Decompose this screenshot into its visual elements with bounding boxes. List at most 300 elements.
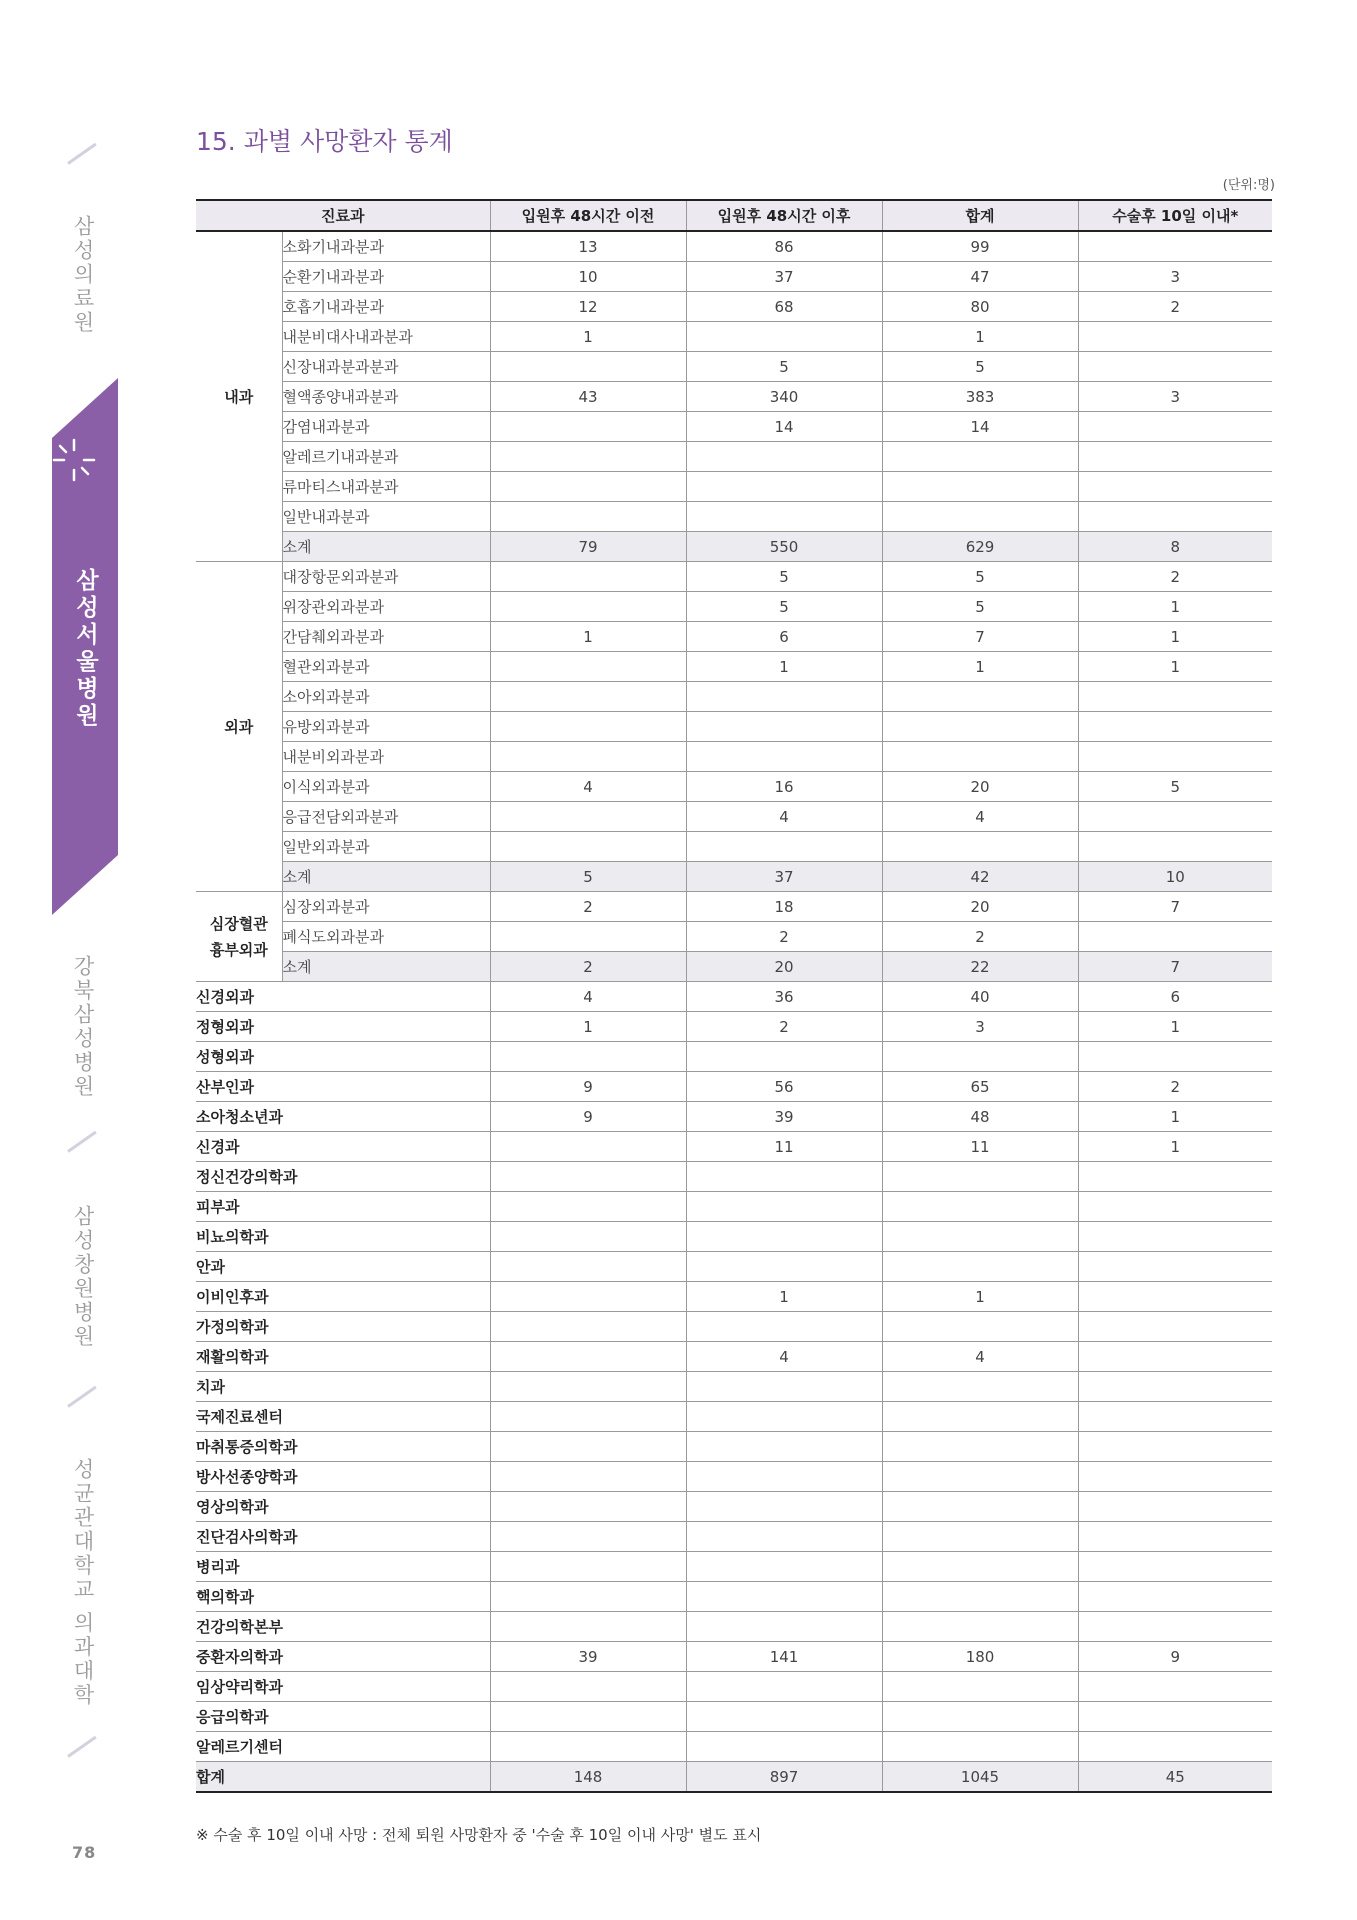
table-cell: 36 [686,982,882,1012]
table-cell [490,562,686,592]
table-cell [882,1252,1078,1282]
table-cell [882,1702,1078,1732]
subdivision-name: 심장외과분과 [282,892,490,922]
table-cell [686,1702,882,1732]
table-cell [686,1552,882,1582]
table-cell [882,502,1078,532]
table-row [196,892,1272,922]
table-cell: 4 [882,802,1078,832]
table-cell [490,502,686,532]
table-row [196,382,1272,412]
table-cell: 5 [882,592,1078,622]
table-cell: 11 [686,1132,882,1162]
table-cell [490,412,686,442]
table-row [196,1282,1272,1312]
subdivision-name: 폐식도외과분과 [282,922,490,952]
table-cell: 2 [686,1012,882,1042]
table-cell: 1 [882,1282,1078,1312]
table-cell [686,1042,882,1072]
sidebar-divider [67,1736,97,1758]
department-name: 비뇨의학과 [196,1222,490,1252]
subdivision-name: 혈관외과분과 [282,652,490,682]
subtotal-row [196,952,1272,982]
table-cell [1078,682,1272,712]
total-label: 합계 [196,1762,490,1793]
subdivision-name: 소계 [282,862,490,892]
table-cell: 7 [882,622,1078,652]
department-name: 재활의학과 [196,1342,490,1372]
table-cell: 11 [882,1132,1078,1162]
table-row [196,1192,1272,1222]
table-row [196,1102,1272,1132]
table-cell [882,442,1078,472]
table-row [196,1612,1272,1642]
table-cell: 1 [490,322,686,352]
table-cell: 2 [882,922,1078,952]
table-cell: 39 [490,1642,686,1672]
table-cell: 1 [490,1012,686,1042]
table-cell: 14 [686,412,882,442]
department-name: 방사선종양학과 [196,1462,490,1492]
table-row [196,502,1272,532]
department-group-label: 심장혈관 흉부외과 [196,892,282,982]
subdivision-name: 소계 [282,952,490,982]
table-cell: 5 [686,562,882,592]
table-row [196,1012,1272,1042]
table-cell [1078,1462,1272,1492]
subdivision-name: 소계 [282,532,490,562]
column-header: 진료과 [196,200,490,231]
table-row [196,1132,1272,1162]
table-cell: 99 [882,231,1078,262]
table-row [196,712,1272,742]
table-cell [1078,1522,1272,1552]
table-cell [1078,1492,1272,1522]
table-cell: 47 [882,262,1078,292]
column-header: 합계 [882,200,1078,231]
unit-label: (단위:명) [1222,178,1275,193]
table-cell [490,1612,686,1642]
table-cell [1078,1222,1272,1252]
table-row [196,1492,1272,1522]
table-cell: 1 [1078,652,1272,682]
table-cell [882,1162,1078,1192]
table-row [196,1642,1272,1672]
table-cell: 18 [686,892,882,922]
table-cell [490,1042,686,1072]
table-cell [882,682,1078,712]
department-name: 가정의학과 [196,1312,490,1342]
department-name: 성형외과 [196,1042,490,1072]
table-cell: 4 [686,802,882,832]
department-name: 안과 [196,1252,490,1282]
subdivision-name: 혈액종양내과분과 [282,382,490,412]
table-row [196,1582,1272,1612]
table-cell: 4 [490,772,686,802]
table-cell [1078,472,1272,502]
table-cell: 5 [882,562,1078,592]
table-row [196,1522,1272,1552]
table-cell: 6 [1078,982,1272,1012]
table-cell [1078,1372,1272,1402]
department-group-label: 외과 [196,562,282,892]
department-name: 임상약리학과 [196,1672,490,1702]
table-cell [1078,1042,1272,1072]
table-cell [1078,1552,1272,1582]
table-cell: 65 [882,1072,1078,1102]
department-name: 국제진료센터 [196,1402,490,1432]
table-cell [686,1612,882,1642]
table-cell: 4 [882,1342,1078,1372]
subdivision-name: 일반외과분과 [282,832,490,862]
subdivision-name: 순환기내과분과 [282,262,490,292]
table-row [196,1702,1272,1732]
table-row [196,1672,1272,1702]
table-cell: 20 [882,772,1078,802]
table-cell [686,742,882,772]
table-cell: 37 [686,862,882,892]
table-row [196,412,1272,442]
table-cell [882,1462,1078,1492]
table-cell [686,1522,882,1552]
table-cell: 6 [686,622,882,652]
table-row [196,231,1272,262]
table-body [196,231,1272,1792]
table-cell: 2 [686,922,882,952]
department-name: 진단검사의학과 [196,1522,490,1552]
table-cell: 3 [882,1012,1078,1042]
table-cell [490,1372,686,1402]
table-cell [1078,1192,1272,1222]
department-name: 정형외과 [196,1012,490,1042]
table-row [196,772,1272,802]
table-cell: 1 [1078,1132,1272,1162]
table-cell: 68 [686,292,882,322]
table-cell [882,1582,1078,1612]
table-cell [686,1312,882,1342]
table-cell [686,1162,882,1192]
table-cell [882,1372,1078,1402]
footnote: ※ 수술 후 10일 이내 사망 : 전체 퇴원 사망환자 중 '수술 후 10일 이내 사망' 별도 표시 [196,1826,762,1844]
table-cell [1078,1282,1272,1312]
table-cell: 1045 [882,1762,1078,1793]
table-cell: 141 [686,1642,882,1672]
table-cell [1078,922,1272,952]
table-cell: 14 [882,412,1078,442]
department-name: 응급의학과 [196,1702,490,1732]
table-cell [490,1402,686,1432]
subtotal-row [196,532,1272,562]
sidebar-divider [67,1386,97,1408]
department-name: 치과 [196,1372,490,1402]
column-header: 입원후 48시간 이후 [686,200,882,231]
table-cell [882,472,1078,502]
subdivision-name: 위장관외과분과 [282,592,490,622]
table-cell: 7 [1078,952,1272,982]
table-row [196,622,1272,652]
table-cell [686,472,882,502]
table-cell: 12 [490,292,686,322]
table-row [196,982,1272,1012]
table-cell [490,652,686,682]
sidebar-divider [67,1131,97,1153]
table-cell [1078,712,1272,742]
table-cell [1078,1342,1272,1372]
table-cell: 22 [882,952,1078,982]
table-cell [686,1192,882,1222]
table-cell: 56 [686,1072,882,1102]
subdivision-name: 일반내과분과 [282,502,490,532]
department-name: 신경과 [196,1132,490,1162]
table-cell [1078,502,1272,532]
subdivision-name: 류마티스내과분과 [282,472,490,502]
sidebar-item-samsung-changwon-hospital[interactable]: 삼성창원병원 [71,1205,95,1349]
table-cell: 42 [882,862,1078,892]
subdivision-name: 알레르기내과분과 [282,442,490,472]
table-cell [490,1522,686,1552]
table-cell [686,1732,882,1762]
table-cell [490,1132,686,1162]
sidebar-item-samsung-seoul-hospital[interactable]: 삼성서울병원 [72,568,98,730]
table-cell [882,1432,1078,1462]
subdivision-name: 대장항문외과분과 [282,562,490,592]
table-cell [686,682,882,712]
table-cell: 1 [1078,1102,1272,1132]
table-row [196,322,1272,352]
table-cell: 3 [1078,262,1272,292]
table-cell [490,1162,686,1192]
table-cell: 5 [1078,772,1272,802]
subdivision-name: 신장내과분과분과 [282,352,490,382]
table-row [196,1342,1272,1372]
table-row [196,352,1272,382]
table-cell [882,1402,1078,1432]
table-row [196,1432,1272,1462]
table-cell [1078,832,1272,862]
table-cell [490,1732,686,1762]
table-cell: 7 [1078,892,1272,922]
table-cell: 1 [882,652,1078,682]
table-cell: 1 [686,652,882,682]
table-cell [686,1402,882,1432]
table-cell [882,1552,1078,1582]
subdivision-name: 유방외과분과 [282,712,490,742]
table-cell: 10 [1078,862,1272,892]
table-cell [686,1372,882,1402]
table-cell [490,1192,686,1222]
sidebar-item-kangbuk-samsung-hospital[interactable]: 강북삼성병원 [71,955,95,1099]
table-header-row [196,200,1272,231]
table-cell [490,1492,686,1522]
table-cell [686,1252,882,1282]
table-row [196,442,1272,472]
table-row [196,1402,1272,1432]
subdivision-name: 간담췌외과분과 [282,622,490,652]
table-cell: 1 [1078,592,1272,622]
table-cell [1078,1312,1272,1342]
department-name: 정신건강의학과 [196,1162,490,1192]
table-row [196,592,1272,622]
table-cell: 20 [882,892,1078,922]
table-row [196,1552,1272,1582]
table-row [196,802,1272,832]
department-name: 중환자의학과 [196,1642,490,1672]
table-cell: 2 [1078,562,1272,592]
table-cell [686,442,882,472]
subtotal-row [196,862,1272,892]
table-row [196,652,1272,682]
table-cell [490,1672,686,1702]
subdivision-name: 감염내과분과 [282,412,490,442]
table-cell [882,832,1078,862]
table-cell [882,1522,1078,1552]
table-cell [1078,1402,1272,1432]
table-cell [686,1672,882,1702]
table-cell [490,1222,686,1252]
page-title: 15. 과별 사망환자 통계 [196,127,453,156]
table-cell: 40 [882,982,1078,1012]
table-cell [882,1672,1078,1702]
department-name: 병리과 [196,1552,490,1582]
table-cell [490,1342,686,1372]
table-cell [490,472,686,502]
department-name: 산부인과 [196,1072,490,1102]
department-name: 신경외과 [196,982,490,1012]
table-cell [686,1582,882,1612]
table-cell [1078,352,1272,382]
table-cell: 1 [882,322,1078,352]
table-cell [686,1492,882,1522]
table-cell: 16 [686,772,882,802]
table-cell: 1 [686,1282,882,1312]
table-cell: 1 [1078,622,1272,652]
column-header: 입원후 48시간 이전 [490,200,686,231]
table-cell [490,922,686,952]
table-cell: 897 [686,1762,882,1793]
table-cell: 4 [490,982,686,1012]
subdivision-name: 호흡기내과분과 [282,292,490,322]
table-cell: 4 [686,1342,882,1372]
table-cell [490,712,686,742]
table-cell: 2 [490,952,686,982]
table-cell: 5 [882,352,1078,382]
table-cell [490,1582,686,1612]
department-name: 마취통증의학과 [196,1432,490,1462]
department-name: 핵의학과 [196,1582,490,1612]
table-row [196,262,1272,292]
table-cell [490,1282,686,1312]
table-cell: 13 [490,231,686,262]
table-row [196,1372,1272,1402]
table-cell [882,1312,1078,1342]
table-cell: 5 [490,862,686,892]
table-cell [686,1432,882,1462]
column-header: 수술후 10일 이내* [1078,200,1272,231]
table-cell [490,1312,686,1342]
table-cell [490,1432,686,1462]
sidebar-item-skku-medical-school[interactable]: 성균관대학교 의과대학 [71,1458,95,1708]
table-cell: 383 [882,382,1078,412]
table-row [196,742,1272,772]
table-cell [490,1702,686,1732]
table-cell: 10 [490,262,686,292]
subdivision-name: 소화기내과분과 [282,231,490,262]
table-row [196,292,1272,322]
table-row [196,922,1272,952]
table-cell [1078,1432,1272,1462]
table-cell: 79 [490,532,686,562]
sidebar-item-samsung-medical-center[interactable]: 삼성의료원 [71,215,95,335]
table-row [196,832,1272,862]
table-cell: 8 [1078,532,1272,562]
table-row [196,472,1272,502]
table-cell [490,1462,686,1492]
table-cell [686,502,882,532]
table-cell: 86 [686,231,882,262]
table-cell: 2 [490,892,686,922]
mortality-stats-table [196,199,1272,1793]
table-cell [490,352,686,382]
table-cell: 180 [882,1642,1078,1672]
subdivision-name: 응급전담외과분과 [282,802,490,832]
table-cell [490,832,686,862]
table-cell: 5 [686,352,882,382]
table-cell [490,1252,686,1282]
sidebar-divider [67,143,97,165]
table-row [196,1072,1272,1102]
table-cell: 39 [686,1102,882,1132]
table-cell [882,1222,1078,1252]
table-cell [686,1462,882,1492]
table-cell: 1 [490,622,686,652]
table-row [196,682,1272,712]
table-cell [1078,1582,1272,1612]
table-cell: 3 [1078,382,1272,412]
table-cell: 20 [686,952,882,982]
table-cell [1078,1672,1272,1702]
table-cell: 37 [686,262,882,292]
table-cell [1078,1612,1272,1642]
table-cell [686,322,882,352]
table-cell [1078,1252,1272,1282]
table-cell [882,1192,1078,1222]
table-cell: 80 [882,292,1078,322]
table-cell [490,442,686,472]
table-cell [882,1732,1078,1762]
department-name: 피부과 [196,1192,490,1222]
table-cell [490,802,686,832]
table-cell [1078,1702,1272,1732]
table-row [196,1222,1272,1252]
page-number: 78 [72,1843,97,1862]
subdivision-name: 이식외과분과 [282,772,490,802]
total-row [196,1762,1272,1793]
table-row [196,1462,1272,1492]
table-cell: 45 [1078,1762,1272,1793]
table-cell: 340 [686,382,882,412]
table-cell [882,1492,1078,1522]
table-cell [686,1222,882,1252]
table-cell [1078,742,1272,772]
table-cell [1078,1732,1272,1762]
table-cell [1078,322,1272,352]
table-cell [490,682,686,712]
table-cell [1078,412,1272,442]
table-cell [686,712,882,742]
table-row [196,1732,1272,1762]
table-cell: 5 [686,592,882,622]
table-cell: 43 [490,382,686,412]
